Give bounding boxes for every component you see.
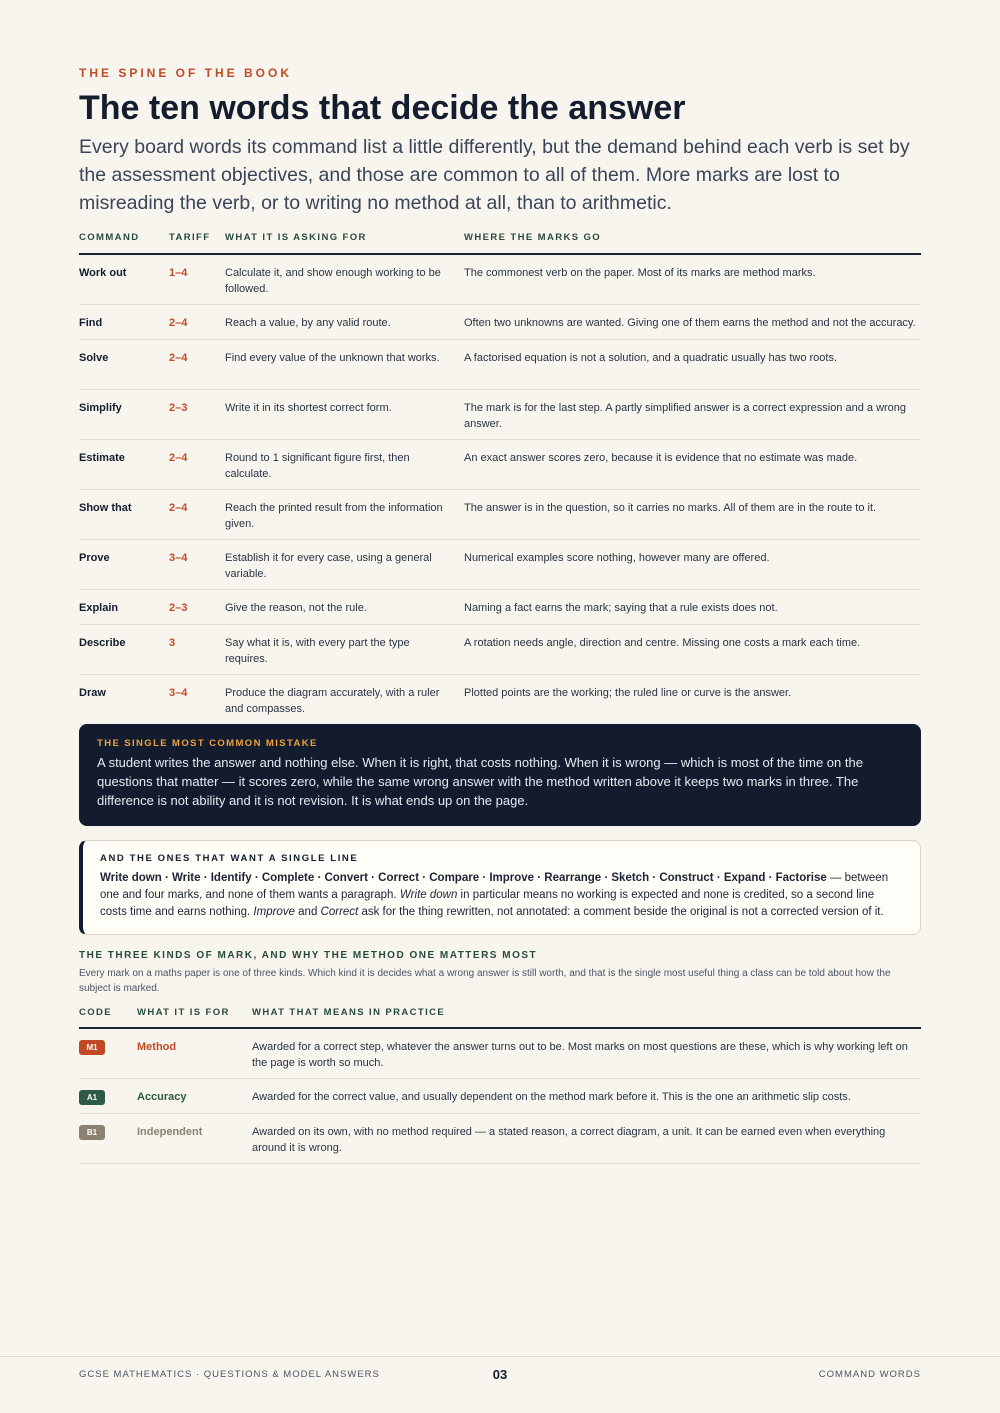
emphasis-improve: Improve — [253, 906, 295, 918]
asking-cell: Produce the diagram accurately, with a ruler and compasses. — [225, 675, 464, 725]
marks-intro: Every mark on a maths paper is one of three kinds. Which kind it is decides what a wrong answer is still worth, and that is the single most useful thing a class can be told about how the subject is marked. — [79, 968, 891, 994]
col-header-for: WHAT IT IS FOR — [137, 1003, 252, 1028]
asking-cell: Reach a value, by any valid route. — [225, 305, 464, 340]
command-words-table — [79, 228, 921, 725]
mark-types-table — [79, 1003, 921, 1164]
page-number: 03 — [492, 1367, 508, 1382]
asking-cell: Calculate it, and show enough working to be followed. — [225, 254, 464, 305]
common-mistake-callout — [79, 724, 921, 826]
asking-cell: Write it in its shortest correct form. — [225, 390, 464, 440]
tariff-cell: 3–4 — [169, 540, 225, 590]
marks-cell: The mark is for the last step. A partly simplified answer is a correct expression and a wrong answer. — [464, 390, 921, 440]
marks-heading: THE THREE KINDS OF MARK, AND WHY THE METHOD ONE MATTERS MOST — [79, 950, 538, 961]
marks-cell: The answer is in the question, so it carries no marks. All of them are in the route to it. — [464, 490, 921, 540]
tariff-cell: 2–4 — [169, 305, 225, 340]
callout-heading: THE SINGLE MOST COMMON MISTAKE — [97, 738, 318, 749]
code-cell — [79, 1079, 137, 1114]
footer-book-title: GCSE MATHEMATICS · QUESTIONS & MODEL ANSWERS — [79, 1369, 380, 1380]
command-cell: Find — [79, 305, 169, 340]
table-row — [79, 625, 921, 675]
table-row — [79, 1114, 921, 1164]
tariff-cell: 2–4 — [169, 340, 225, 390]
table-row — [79, 340, 921, 390]
marks-cell: The commonest verb on the paper. Most of its marks are method marks. — [464, 254, 921, 305]
text-span: in particular means no working is expected and none is credited, so a second line costs time and earns nothing. — [100, 889, 875, 918]
tariff-cell: 3 — [169, 625, 225, 675]
single-line-text — [100, 870, 904, 921]
table-row — [79, 590, 921, 625]
text-span: — between one and four marks, and none of them wants a paragraph. — [100, 872, 889, 901]
mark-name: Method — [137, 1028, 252, 1079]
footer-divider — [0, 1356, 1000, 1357]
code-cell — [79, 1114, 137, 1164]
tariff-cell: 2–3 — [169, 390, 225, 440]
table-row — [79, 305, 921, 340]
code-cell — [79, 1028, 137, 1079]
single-line-heading: AND THE ONES THAT WANT A SINGLE LINE — [100, 853, 359, 864]
mark-code-badge: B1 — [79, 1125, 105, 1140]
marks-cell: An exact answer scores zero, because it is evidence that no estimate was made. — [464, 440, 921, 490]
tariff-cell: 1–4 — [169, 254, 225, 305]
section-kicker: THE SPINE OF THE BOOK — [79, 66, 293, 80]
marks-cell: A factorised equation is not a solution, and a quadratic usually has two roots. — [464, 340, 921, 390]
marks-cell: Naming a fact earns the mark; saying that a rule exists does not. — [464, 590, 921, 625]
verb-list: Write down · Write · Identify · Complete · Convert · Correct · Compare · Improve · Rearrange · Sketch · Construct · Expand · Factorise — [100, 872, 827, 884]
command-cell: Simplify — [79, 390, 169, 440]
mark-code-badge: A1 — [79, 1090, 105, 1105]
lede-paragraph: Every board words its command list a little differently, but the demand behind each verb is set by the assessment objectives, and those are common to all of them. More marks are lost to misreading the verb, or to writing no method at all, than to arithmetic. — [79, 136, 910, 214]
asking-cell: Find every value of the unknown that works. — [225, 340, 464, 390]
table-row — [79, 1079, 921, 1114]
tariff-cell: 2–4 — [169, 440, 225, 490]
col-header-code: CODE — [79, 1003, 137, 1028]
command-cell: Prove — [79, 540, 169, 590]
table-header-row — [79, 228, 921, 254]
command-cell: Work out — [79, 254, 169, 305]
marks-cell: Numerical examples score nothing, however many are offered. — [464, 540, 921, 590]
footer-section: COMMAND WORDS — [818, 1369, 921, 1380]
col-header-asking: WHAT IT IS ASKING FOR — [225, 228, 464, 254]
command-cell: Solve — [79, 340, 169, 390]
command-cell: Estimate — [79, 440, 169, 490]
table-row — [79, 254, 921, 305]
col-header-tariff: TARIFF — [169, 228, 225, 254]
marks-cell: Often two unknowns are wanted. Giving one of them earns the method and not the accuracy. — [464, 305, 921, 340]
table-row — [79, 1028, 921, 1079]
mark-description: Awarded for the correct value, and usually dependent on the method mark before it. This is the one an arithmetic slip costs. — [252, 1079, 921, 1114]
marks-cell: Plotted points are the working; the ruled line or curve is the answer. — [464, 675, 921, 725]
mark-name: Accuracy — [137, 1079, 252, 1114]
marks-cell: A rotation needs angle, direction and centre. Missing one costs a mark each time. — [464, 625, 921, 675]
col-header-command: COMMAND — [79, 228, 169, 254]
single-line-box — [79, 840, 921, 935]
emphasis-correct: Correct — [320, 906, 359, 918]
command-cell: Draw — [79, 675, 169, 725]
asking-cell: Say what it is, with every part the type requires. — [225, 625, 464, 675]
mark-description: Awarded for a correct step, whatever the answer turns out to be. Most marks on most questions are these, which is why working left on the page is worth so much. — [252, 1028, 921, 1079]
tariff-cell: 2–3 — [169, 590, 225, 625]
command-cell: Show that — [79, 490, 169, 540]
emphasis-write-down: Write down — [399, 889, 458, 901]
mark-name: Independent — [137, 1114, 252, 1164]
page-title: The ten words that decide the answer — [79, 89, 686, 127]
table-row — [79, 390, 921, 440]
table-header-row — [79, 1003, 921, 1028]
asking-cell: Establish it for every case, using a general variable. — [225, 540, 464, 590]
asking-cell: Round to 1 significant figure first, then calculate. — [225, 440, 464, 490]
text-span: and — [294, 906, 321, 918]
text-span: ask for the thing rewritten, not annotated: a comment beside the original is not a corrected version of it. — [358, 906, 884, 918]
col-header-practice: WHAT THAT MEANS IN PRACTICE — [252, 1003, 921, 1028]
command-cell: Describe — [79, 625, 169, 675]
page-footer — [79, 1367, 921, 1383]
callout-text: A student writes the answer and nothing else. When it is right, that costs nothing. When it is wrong — which is most of the time on the questions that matter — it scores zero, while the same wrong answer with the method written above it keeps two marks in three. The difference is not ability and it is not revision. It is what ends up on the page. — [97, 755, 863, 808]
table-row — [79, 675, 921, 725]
table-row — [79, 440, 921, 490]
tariff-cell: 3–4 — [169, 675, 225, 725]
table-row — [79, 540, 921, 590]
asking-cell: Give the reason, not the rule. — [225, 590, 464, 625]
table-row — [79, 490, 921, 540]
mark-description: Awarded on its own, with no method required — a stated reason, a correct diagram, a unit. It can be earned even when everything around it is wrong. — [252, 1114, 921, 1164]
asking-cell: Reach the printed result from the information given. — [225, 490, 464, 540]
col-header-marks: WHERE THE MARKS GO — [464, 228, 921, 254]
mark-code-badge: M1 — [79, 1040, 105, 1055]
tariff-cell: 2–4 — [169, 490, 225, 540]
command-cell: Explain — [79, 590, 169, 625]
